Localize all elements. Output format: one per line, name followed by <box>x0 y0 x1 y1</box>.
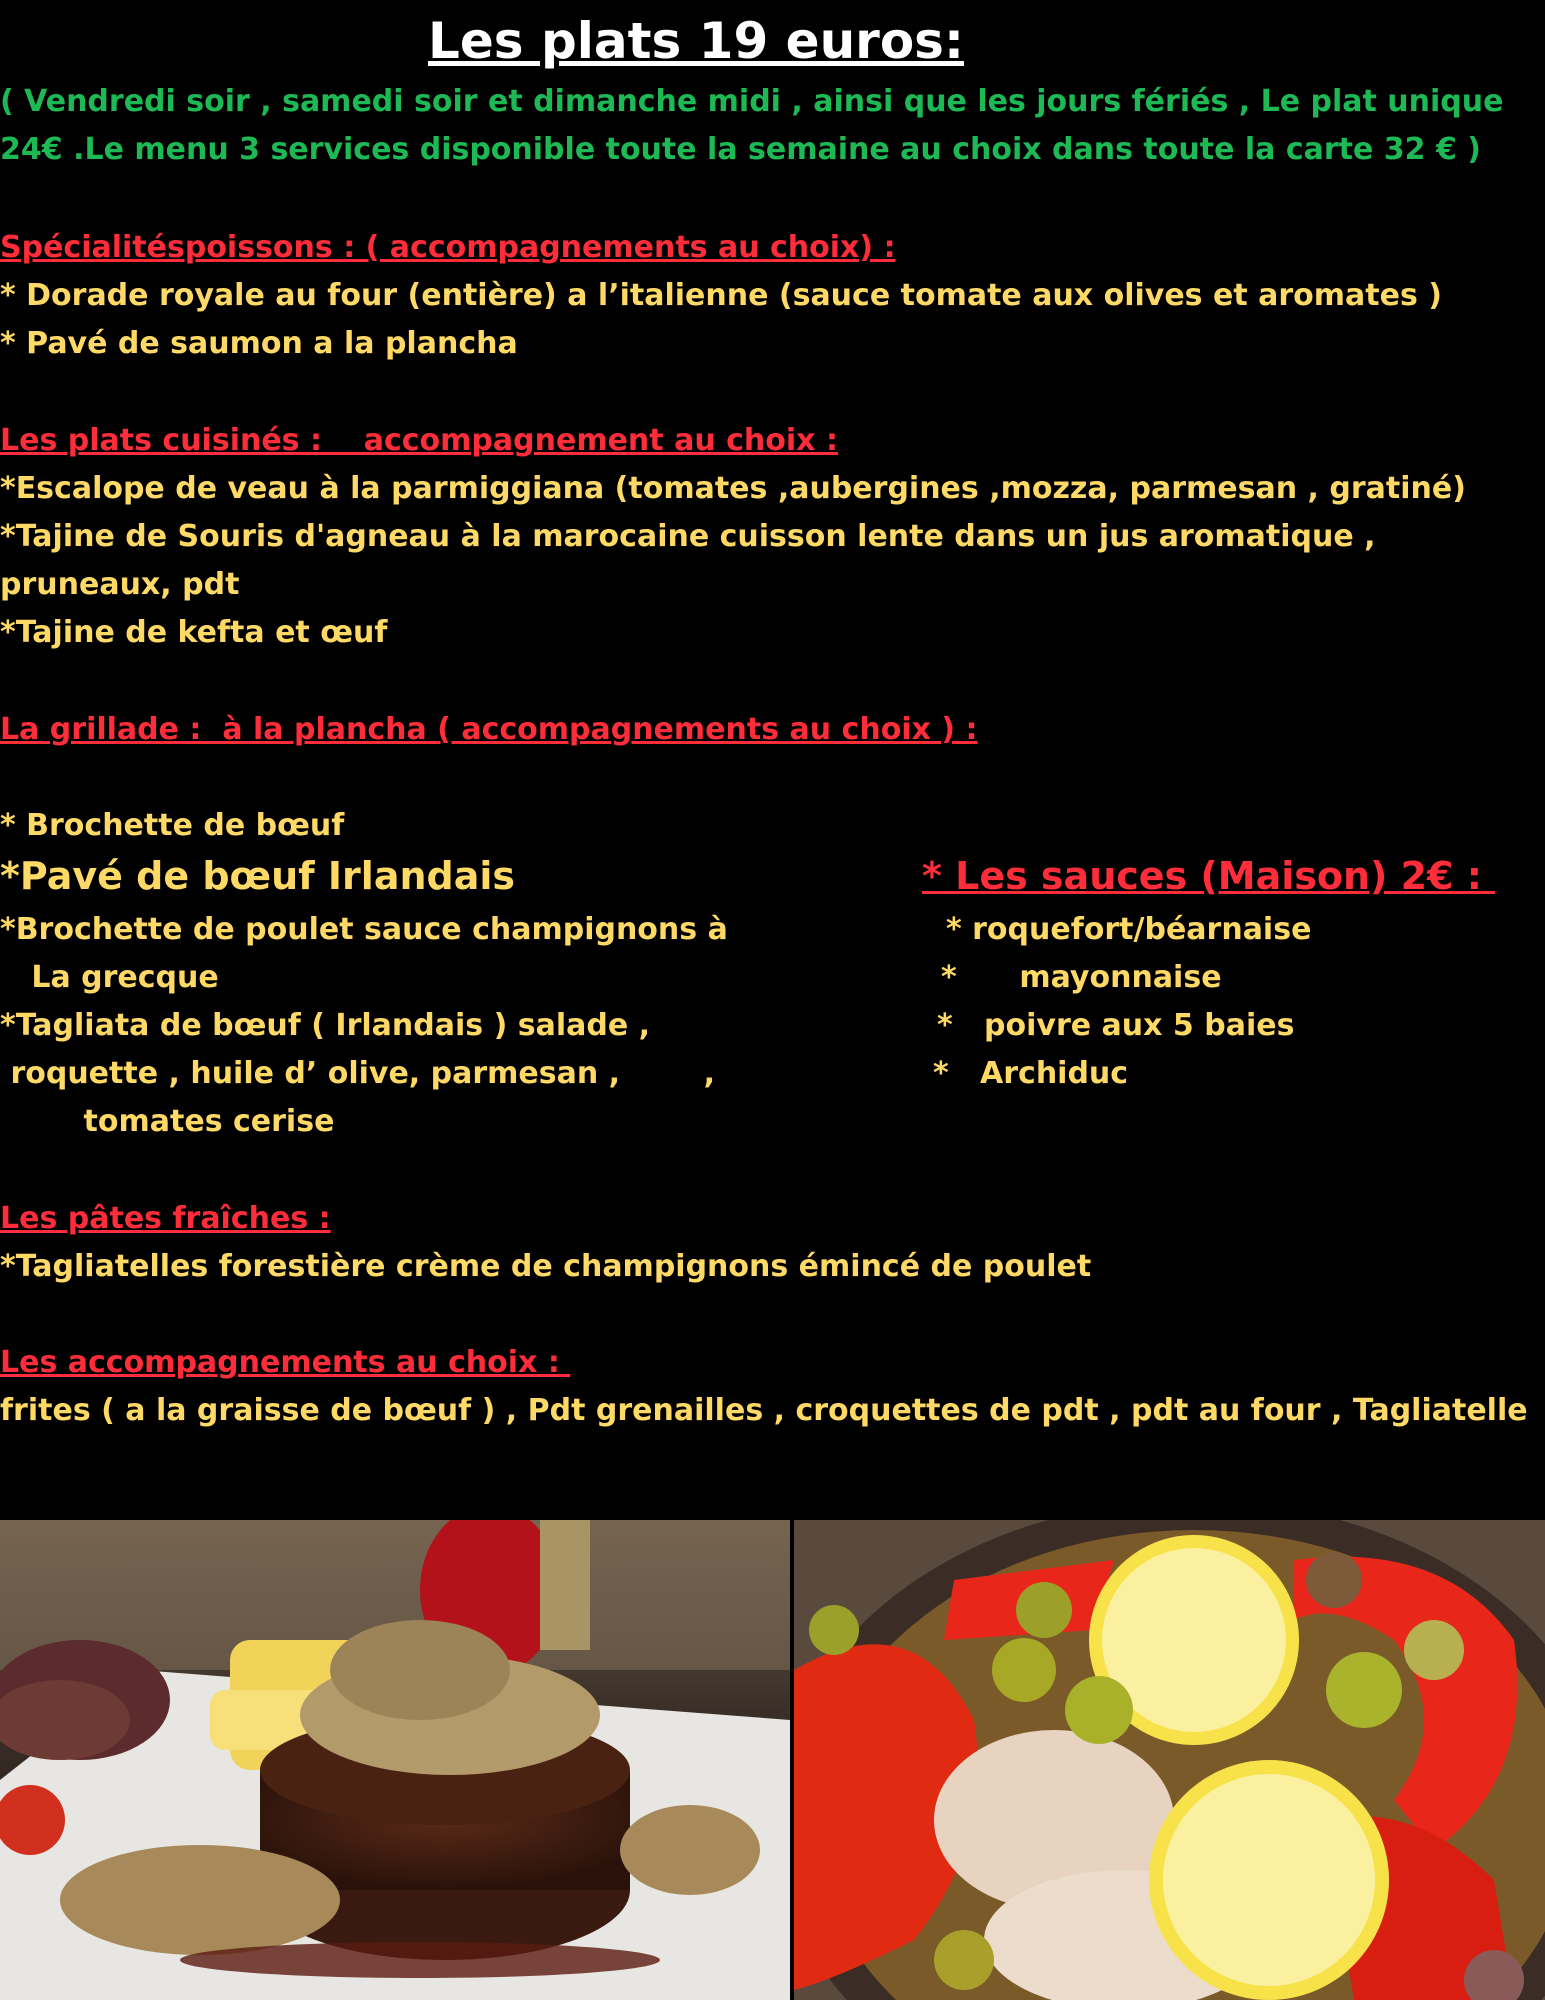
cuisines-item: *Tajine de Souris d'agneau à la marocaine cuisson lente dans un jus aromatique , <box>0 519 1376 554</box>
cuisines-item: *Tajine de kefta et œuf <box>0 615 388 650</box>
grillade-item: tomates cerise <box>0 1104 335 1139</box>
grillade-item: *Pavé de bœuf Irlandais <box>0 854 516 898</box>
grillade-item: *Tagliata de bœuf ( Irlandais ) salade , <box>0 1008 651 1043</box>
pates-heading: Les pâtes fraîches : <box>0 1201 331 1236</box>
tajine-photo <box>794 1520 1545 2000</box>
cuisines-item: pruneaux, pdt <box>0 567 240 602</box>
intro-line-1: ( Vendredi soir , samedi soir et dimanche midi , ainsi que les jours fériés , Le plat unique <box>0 84 1504 119</box>
sauce-item: * Archiduc <box>933 1056 1129 1091</box>
intro-line-2: 24€ .Le menu 3 services disponible toute la semaine au choix dans toute la carte 32 € ) <box>0 132 1482 167</box>
steak-photo <box>0 1520 790 2000</box>
page-title: Les plats 19 euros: <box>428 12 964 70</box>
sauce-item: * roquefort/béarnaise <box>946 912 1312 947</box>
poissons-heading: Spécialitéspoissons : ( accompagnements au choix) : <box>0 230 896 265</box>
grillade-heading: La grillade : à la plancha ( accompagnements au choix ) : <box>0 712 978 747</box>
grillade-item: * Brochette de bœuf <box>0 808 345 843</box>
sauce-item: * mayonnaise <box>941 960 1222 995</box>
sauce-item: * poivre aux 5 baies <box>937 1008 1295 1043</box>
grillade-item: La grecque <box>0 960 219 995</box>
grillade-item: roquette , huile d’ olive, parmesan , , <box>0 1056 716 1091</box>
cuisines-heading: Les plats cuisinés : accompagnement au choix : <box>0 423 838 458</box>
accompagnements-item: frites ( a la graisse de bœuf ) , Pdt grenailles , croquettes de pdt , pdt au four , Tagliatelle <box>0 1393 1528 1428</box>
grillade-item: *Brochette de poulet sauce champignons à <box>0 912 728 947</box>
cuisines-item: *Escalope de veau à la parmiggiana (tomates ,aubergines ,mozza, parmesan , gratiné) <box>0 471 1466 506</box>
sauces-heading: * Les sauces (Maison) 2€ : <box>922 854 1496 898</box>
accompagnements-heading: Les accompagnements au choix : <box>0 1345 571 1380</box>
poissons-item: * Dorade royale au four (entière) a l’italienne (sauce tomate aux olives et aromates ) <box>0 278 1442 313</box>
pates-item: *Tagliatelles forestière crème de champignons émincé de poulet <box>0 1249 1092 1284</box>
poissons-item: * Pavé de saumon a la plancha <box>0 326 518 361</box>
